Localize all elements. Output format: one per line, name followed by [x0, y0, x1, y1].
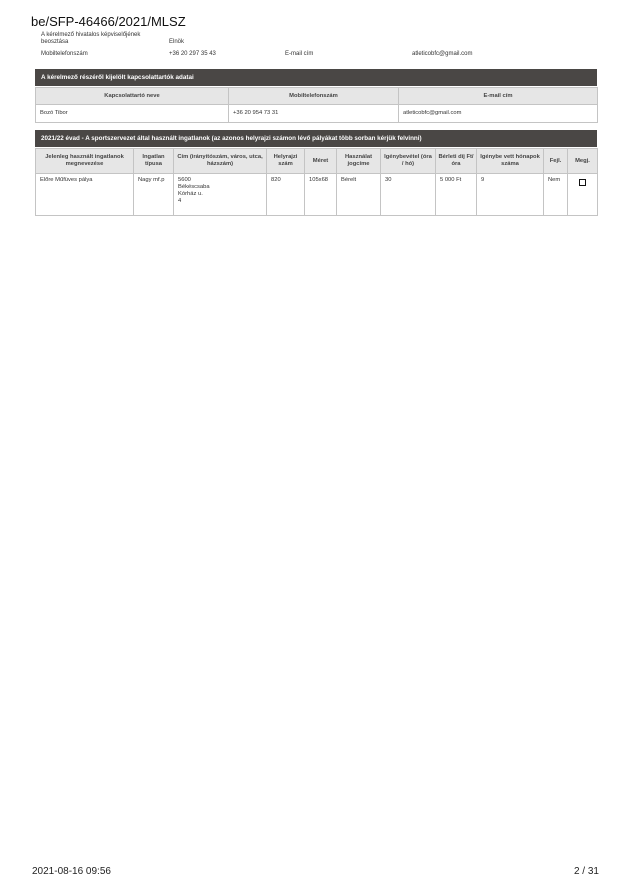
- col-header-address: Cím (irányítószám, város, utca, házszám): [174, 149, 267, 174]
- representative-title-value: Elnök: [169, 39, 185, 45]
- col-header-months: Igénybe vett hónapok száma: [477, 149, 544, 174]
- facility-name-cell: Előre Műfüves pálya: [36, 174, 134, 216]
- col-header-contact-name: Kapcsolattartó neve: [36, 88, 229, 105]
- address-line: Kórház u.: [178, 191, 203, 197]
- col-header-fejl: Fejl.: [544, 149, 568, 174]
- facility-address-cell: [174, 174, 267, 216]
- facility-hrsz-cell: 820: [267, 174, 305, 216]
- table-row: [36, 105, 598, 123]
- representative-email-value: atleticobfc@gmail.com: [412, 51, 473, 57]
- contact-name-cell: Bozó Tibor: [36, 105, 229, 123]
- document-id: be/SFP-46466/2021/MLSZ: [31, 14, 186, 29]
- representative-phone-label: Mobiltelefonszám: [41, 51, 88, 57]
- footer-datetime: 2021-08-16 09:56: [32, 866, 111, 877]
- contact-phone-cell: +36 20 954 73 31: [229, 105, 399, 123]
- col-header-size: Méret: [305, 149, 337, 174]
- facility-size-cell: 105x68: [305, 174, 337, 216]
- footer-page-number: 2 / 31: [573, 866, 599, 877]
- contacts-table: [35, 87, 598, 123]
- facility-fee-cell: 5 000 Ft: [436, 174, 477, 216]
- representative-email-label: E-mail cím: [285, 51, 314, 57]
- facility-months-cell: 9: [477, 174, 544, 216]
- col-header-hrsz: Helyrajzi szám: [267, 149, 305, 174]
- facilities-section-title: 2021/22 évad - A sportszervezet által használt ingatlanok (az azonos helyrajzi számon lévő pályákat több sorban kérjük felvinni): [35, 130, 597, 147]
- facilities-table: [35, 148, 598, 216]
- facility-hours-cell: 30: [381, 174, 436, 216]
- contact-email-cell: atleticobfc@gmail.com: [399, 105, 598, 123]
- facility-type-cell: Nagy mf.p: [134, 174, 174, 216]
- col-header-usage: Használat jogcíme: [337, 149, 381, 174]
- col-header-facility-type: Ingatlan típusa: [134, 149, 174, 174]
- address-line: 5600: [178, 177, 191, 183]
- note-checkbox[interactable]: [579, 179, 586, 186]
- col-header-contact-email: E-mail cím: [399, 88, 598, 105]
- col-header-facility-name: Jelenleg használt ingatlanok megnevezése: [36, 149, 134, 174]
- facilities-header-row: [36, 149, 598, 174]
- contacts-section-title: A kérelmező részéről kijelölt kapcsolattartók adatai: [35, 69, 597, 86]
- representative-phone-value: +36 20 297 35 43: [169, 51, 216, 57]
- address-line: Békéscsaba: [178, 184, 210, 190]
- facility-usage-cell: Bérelt: [337, 174, 381, 216]
- col-header-contact-phone: Mobiltelefonszám: [229, 88, 399, 105]
- address-line: 4: [178, 198, 182, 204]
- facility-fejl-cell: Nem: [544, 174, 568, 216]
- table-row: [36, 174, 598, 216]
- col-header-fee: Bérleti díj Ft/óra: [436, 149, 477, 174]
- facility-megj-cell: [568, 174, 598, 216]
- col-header-hours: Igénybevétel (óra / hó): [381, 149, 436, 174]
- col-header-megj: Megj.: [568, 149, 598, 174]
- contacts-header-row: [36, 88, 598, 105]
- representative-title-label: A kérelmező hivatalos képviselőjének beosztása: [41, 32, 141, 45]
